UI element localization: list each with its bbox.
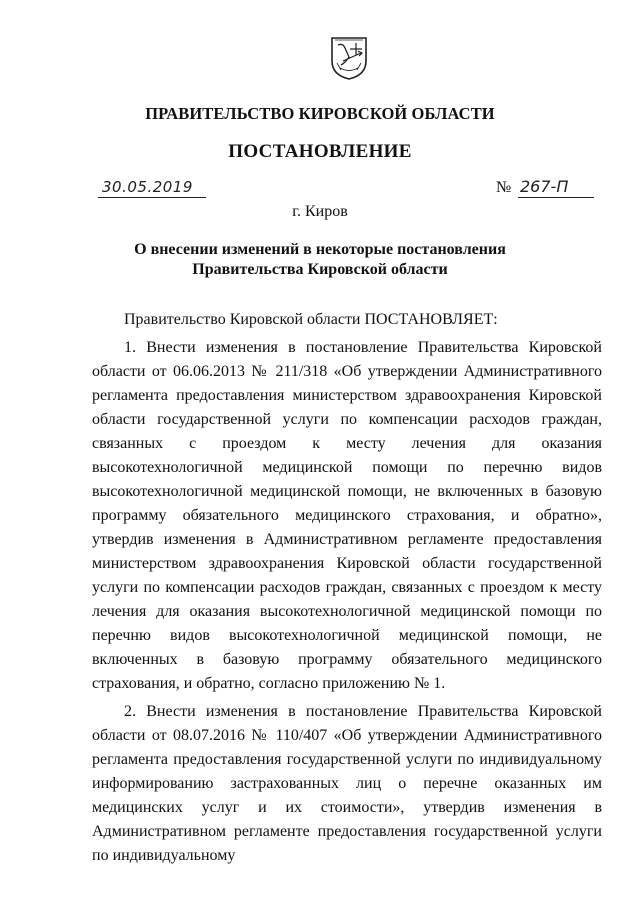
date-underline [98, 197, 206, 198]
decree-date: 30.05.2019 [102, 178, 193, 196]
decree-subject [0, 240, 640, 280]
decree-body [92, 308, 602, 868]
decree-date-field [98, 178, 206, 200]
decree-number-field [496, 178, 594, 200]
subject-line-1: О внесении изменений в некоторые постановления [134, 241, 506, 258]
decree-number: 267-П [520, 177, 569, 196]
number-underline [518, 197, 594, 198]
number-sign: № [496, 179, 512, 196]
city-name: г. Киров [292, 203, 348, 220]
document-type-title: ПОСТАНОВЛЕНИЕ [228, 141, 412, 162]
government-title: ПРАВИТЕЛЬСТВО КИРОВСКОЙ ОБЛАСТИ [145, 104, 495, 123]
body-paragraph-1: 1. Внести изменения в постановление Правительства Кировской области от 06.06.2013 № 211/318 «Об утверждении Административного регламента предоставления министерством здравоохранения Кировской области государственной услуги по компенсации расходов граждан, связанных с проездом к месту лечения для оказания высокотехнологичной медицинской помощи по перечню видов высокотехнологичной медицинской помощи, не включенных в базовую программу обязательного медицинского страхования, и обратно», утвердив изменения в Административном регламенте предоставления министерством здравоохранения Кировской области государственной услуги по компенсации расходов граждан, связанных с проездом к месту лечения для оказания высокотехнологичной медицинской помощи по перечню видов высокотехнологичной медицинской помощи, не включенных в базовую программу обязательного медицинского страхования, и обратно, согласно приложению № 1. [92, 339, 602, 692]
subject-line-2: Правительства Кировской области [192, 261, 448, 278]
decree-lead: Правительство Кировской области ПОСТАНОВЛЯЕТ: [124, 311, 498, 328]
coat-of-arms-icon [329, 35, 369, 81]
body-paragraph-2: 2. Внести изменения в постановление Правительства Кировской области от 08.07.2016 № 110/407 «Об утверждении Административного регламента предоставления государственной услуги по индивидуальному информированию застрахованных лиц о перечне оказанных им медицинских услуг и их стоимости», утвердив изменения в Административном регламенте предоставления государственной услуги по индивидуальному [92, 703, 602, 864]
